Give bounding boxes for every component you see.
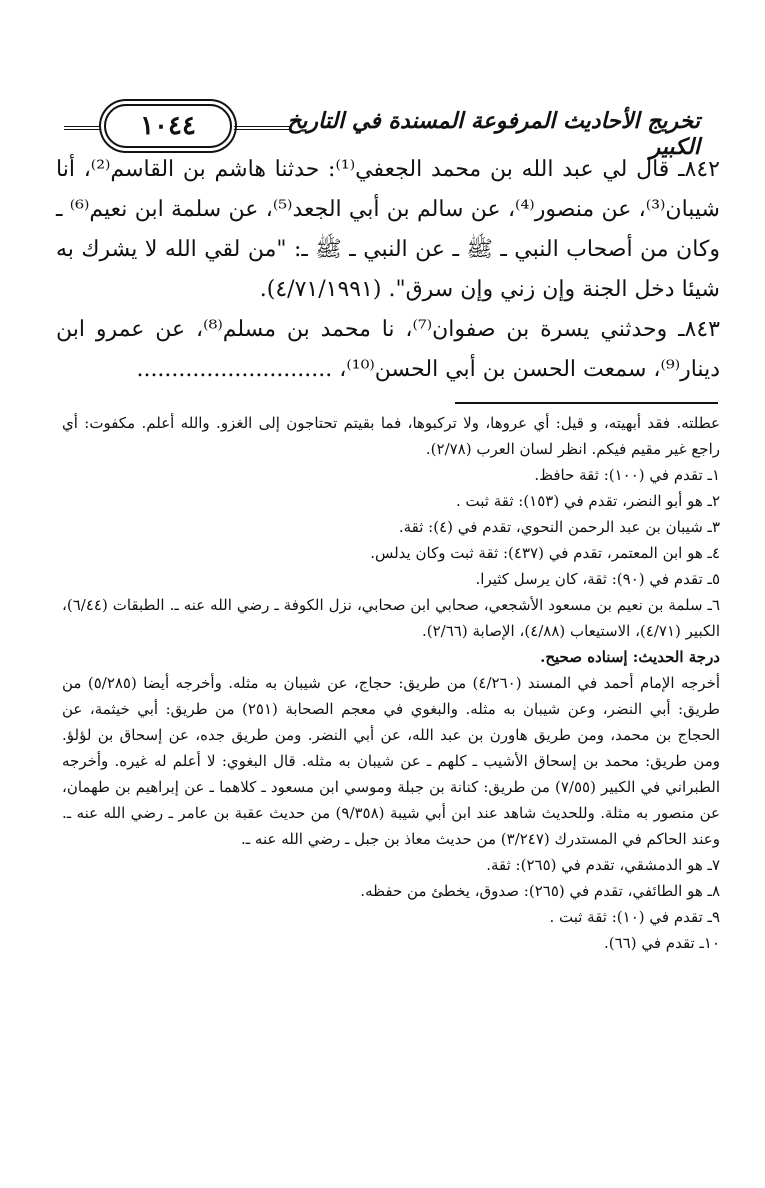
footnote-4: ٤ـ هو ابن المعتمر، تقدم في (٤٣٧): ثقة ثبت وكان يدلس.: [370, 544, 720, 562]
hadith-842: ٨٤٢ـ قال لي عبد الله بن محمد الجعفي⁽¹⁾: حدثنا هاشم بن القاسم⁽²⁾، أنا شيبان⁽³⁾، عن منصور⁽⁴⁾، عن سالم بن أبي الجعد⁽⁵⁾، عن سلمة ابن نعيم⁽⁶⁾ ـ وكان من أصحاب النبي ـ ﷺ ـ عن النبي ـ ﷺ ـ: "من لقي الله لا يشرك به شيئا دخل الجنة وإن زني وإن سرق". (٤/٧١/١٩٩١).: [56, 157, 720, 302]
footnote-2: ٢ـ هو أبو النضر، تقدم في (١٥٣): ثقة ثبت .: [455, 492, 720, 510]
main-text: [56, 150, 720, 390]
footnotes: [62, 410, 720, 956]
footnote-5: ٥ـ تقدم في (٩٠): ثقة، كان يرسل كثيرا.: [475, 570, 720, 588]
footnote-8: ٨ـ هو الطائفي، تقدم في (٢٦٥): صدوق، يخطئ من حفظه.: [360, 882, 720, 900]
footnote-6: ٦ـ سلمة بن نعيم بن مسعود الأشجعي، صحابي ابن صحابي، نزل الكوفة ـ رضي الله عنه ـ. الطبقات (٦/٤٤)، الكبير (٤/٧١)، الاستيعاب (٤/٨٨)، الإصابة (٢/٦٦).: [62, 596, 720, 640]
page-header: [64, 104, 700, 160]
hadith-843: ٨٤٣ـ وحدثني يسرة بن صفوان⁽⁷⁾، نا محمد بن مسلم⁽⁸⁾، عن عمرو ابن دينار⁽⁹⁾، سمعت الحسن بن أبي الحسن⁽¹⁰⁾، ............................: [56, 317, 720, 382]
page-number: ١٠٤٤: [140, 111, 196, 141]
footnote-divider: [455, 402, 718, 404]
header-rule-left: [64, 126, 100, 130]
footnote-continuation: عطلته. فقد أبهيته، و قيل: أي عروها، ولا تركبوها، فما بقيتم تحتاجون إلى الغزو. والله أعلم. مكفوت: أي راجع غير مقيم فيكم. انظر لسان العرب (٢/٧٨).: [62, 414, 720, 458]
footnote-7: ٧ـ هو الدمشقي، تقدم في (٢٦٥): ثقة.: [486, 856, 720, 874]
running-title: تخريج الأحاديث المرفوعة المسندة في التاريخ الكبير: [287, 108, 700, 160]
footnote-10: ١٠ـ تقدم في (٦٦).: [603, 934, 720, 952]
footnote-9: ٩ـ تقدم في (١٠): ثقة ثبت .: [549, 908, 720, 926]
page-number-badge: [104, 104, 232, 148]
takhrij-paragraph: أخرجه الإمام أحمد في المسند (٤/٢٦٠) من طريق: حجاج، عن شيبان به مثله. وأخرجه أيضا (٥/٢٨٥) من طريق: أبي النضر، وعن شيبان به مثله. والبغوي في معجم الصحابة (٢٥١) من طريق: أبي خيثمة، عن الحجاج بن محمد، ومن طريق هاورن بن عبد الله، عن أبي النضر. ومن طريق جده، عن إسحاق بن لؤلؤ. ومن طريق: محمد بن إسحاق الأشيب ـ كلهم ـ عن شيبان به مثله. قال البغوي: لا أعلم له غيره. وأخرجه الطبراني في الكبير (٧/٥٥) من طريق: كنانة بن جبلة وموسي ابن مسعود ـ كلاهما ـ عن إبراهيم بن طهمان، عن منصور به مثلة. وللحديث شاهد عند ابن أبي شيبة (٩/٣٥٨) من حديث عقبة بن عامر ـ رضي الله عنه ـ. وعند الحاكم في المستدرك (٣/٢٤٧) من حديث معاذ بن جبل ـ رضي الله عنه ـ.: [62, 674, 720, 848]
footnote-3: ٣ـ شيبان بن عبد الرحمن النحوي، تقدم في (٤): ثقة.: [398, 518, 720, 536]
hadith-grade-heading: درجة الحديث: إسناده صحيح.: [540, 648, 720, 666]
footnote-1: ١ـ تقدم في (١٠٠): ثقة حافظ.: [534, 466, 720, 484]
